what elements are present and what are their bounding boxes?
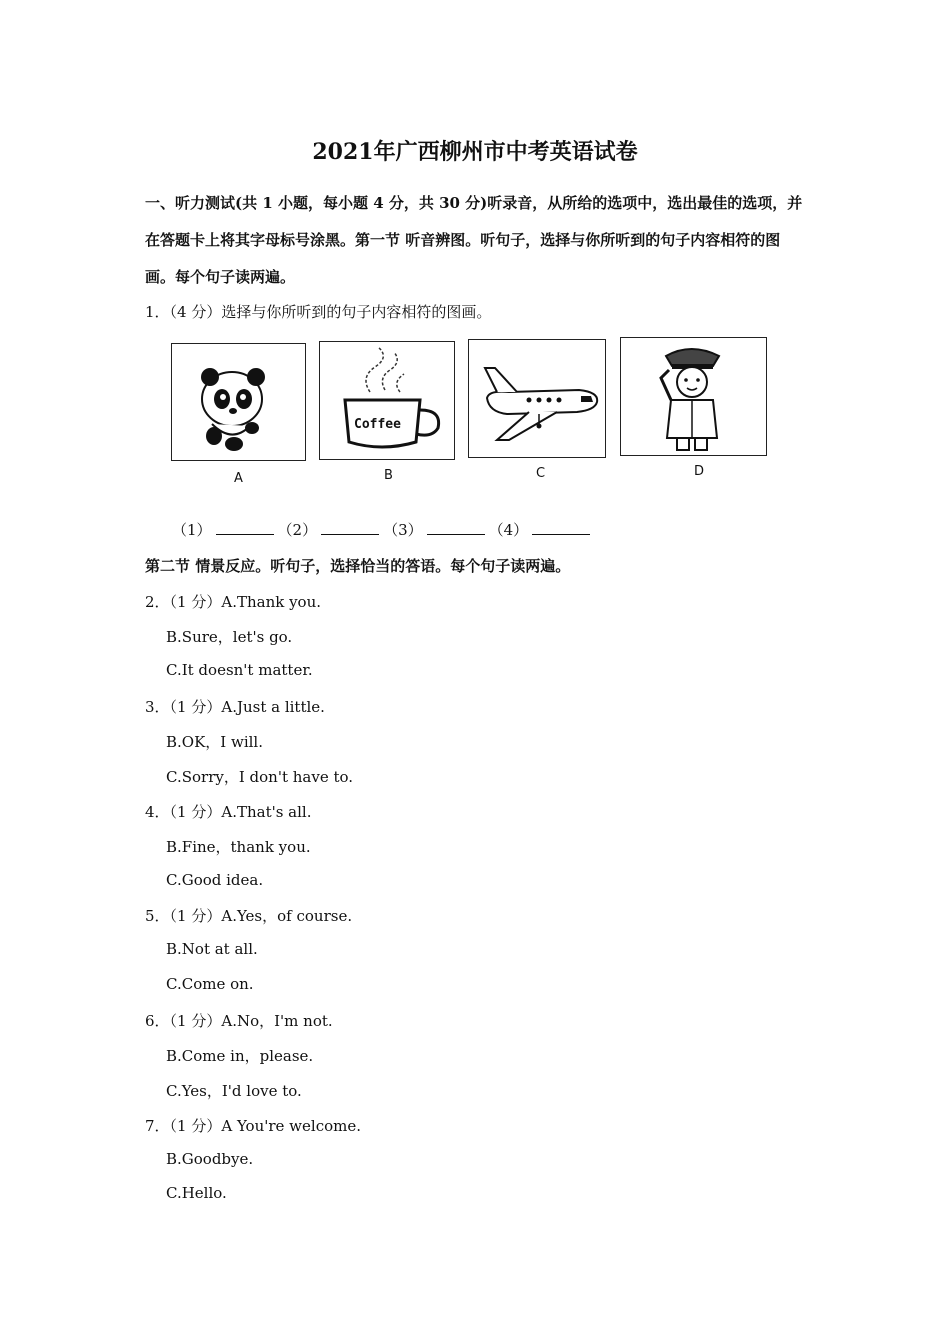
question-5-option-c: C.Come on.: [166, 975, 254, 993]
picture-a-label: A: [234, 471, 243, 486]
question-7-stem: 7．（1 分）A You're welcome.: [145, 1117, 361, 1135]
answer-blank-2[interactable]: [321, 520, 379, 535]
question-3-option-c: C.Sorry，I don't have to.: [166, 768, 354, 786]
picture-c-label: C: [536, 466, 546, 481]
question-1-pictures: [168, 335, 770, 485]
question-2-option-c: C.It doesn't matter.: [166, 661, 313, 679]
question-3-option-b: B.OK，I will.: [166, 733, 263, 751]
coffee-cup-text: Coffee: [354, 417, 401, 432]
question-4-option-c: C.Good idea.: [166, 871, 264, 889]
picture-b: [319, 341, 455, 460]
question-1-text: 1．（4 分）选择与你所听到的句子内容相符的图画。: [145, 303, 492, 321]
answer-blank-3[interactable]: [427, 520, 485, 535]
answer-blank-4[interactable]: [532, 520, 590, 535]
blank-label-3: （3）: [383, 521, 423, 539]
coffee-cup-icon: [320, 342, 454, 459]
answer-blank-1[interactable]: [216, 520, 274, 535]
question-7-option-b: B.Goodbye.: [166, 1150, 254, 1168]
picture-b-label: B: [384, 468, 393, 483]
question-6-option-b: B.Come in，please.: [166, 1047, 314, 1065]
blank-label-2: （2）: [277, 521, 318, 539]
question-7-option-c: C.Hello.: [166, 1184, 227, 1202]
panda-icon: [172, 344, 305, 460]
section1-heading: 一、听力测试(共 1 小题，每小题 4 分，共 30 分)听录音，从所给的选项中，选出最佳的选项，并在答题卡上将其字母标号涂黑。第一节 听音辨图。听句子，选择与你所听到的句子内容相符的图画。每个句子读两遍。: [145, 194, 803, 286]
picture-a: [171, 343, 306, 461]
question-6-stem: 6．（1 分）A.No，I'm not.: [145, 1012, 333, 1030]
question-5-option-b: B.Not at all.: [166, 940, 258, 958]
question-2-option-b: B.Sure，let's go.: [166, 628, 293, 646]
blank-label-4: （4）: [488, 521, 529, 539]
picture-c: [468, 339, 606, 458]
question-3-stem: 3．（1 分）A.Just a little.: [145, 698, 325, 716]
question-1-answer-blanks: [172, 519, 594, 540]
page-title: 2021年广西柳州市中考英语试卷: [312, 139, 638, 165]
police-officer-icon: [621, 338, 766, 455]
question-4-stem: 4．（1 分）A.That's all.: [145, 803, 312, 821]
question-6-option-c: C.Yes，I'd love to.: [166, 1082, 302, 1100]
section2-heading: 第二节 情景反应。听句子，选择恰当的答语。每个句子读两遍。: [145, 557, 571, 575]
picture-d: [620, 337, 767, 456]
blank-label-1: （1）: [172, 521, 212, 539]
question-4-option-b: B.Fine，thank you.: [166, 838, 311, 856]
question-2-stem: 2．（1 分）A.Thank you.: [145, 593, 322, 611]
airplane-icon: [469, 340, 605, 457]
picture-d-label: D: [694, 464, 705, 479]
question-5-stem: 5．（1 分）A.Yes，of course.: [145, 907, 353, 925]
